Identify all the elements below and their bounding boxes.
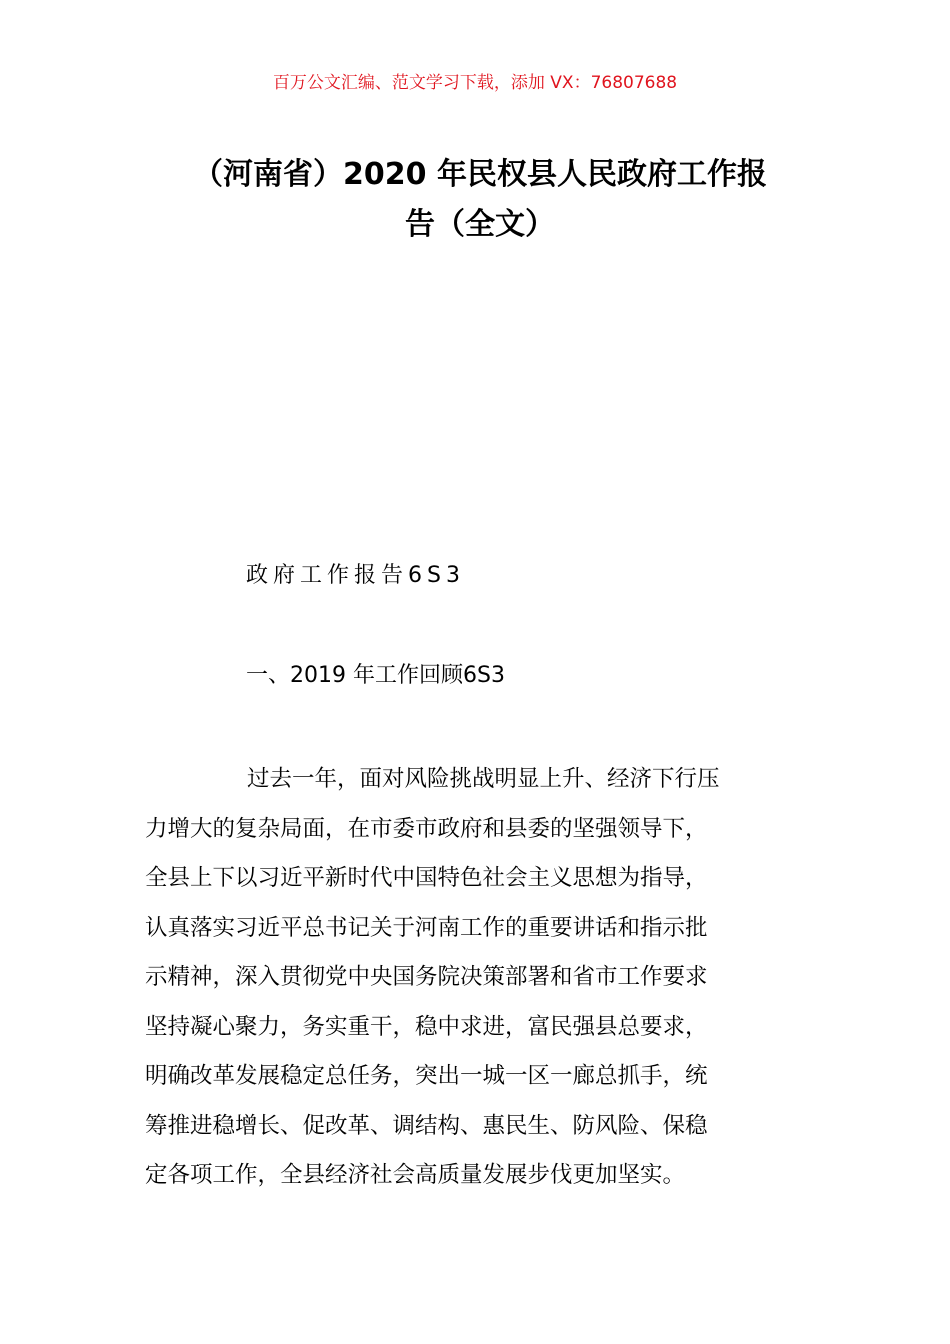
title-line-1: （河南省）2020 年民权县人民政府工作报 <box>193 157 767 192</box>
watermark-banner: 百万公文汇编、范文学习下载，添加 VX：76807688 <box>272 73 678 93</box>
paragraph-line: 筹推进稳增长、促改革、调结构、惠民生、防风险、保稳 <box>145 1112 708 1139</box>
paragraph-line: 过去一年，面对风险挑战明显上升、经济下行压 <box>247 766 720 792</box>
section-heading-report: 政府工作报告6S3 <box>246 563 465 588</box>
paragraph-line: 坚持凝心聚力，务实重干，稳中求进，富民强县总要求， <box>145 1013 708 1040</box>
paragraph-line: 认真落实习近平总书记关于河南工作的重要讲话和指示批 <box>145 914 708 941</box>
paragraph-line: 全县上下以习近平新时代中国特色社会主义思想为指导， <box>145 865 708 891</box>
paragraph-line: 示精神，深入贯彻党中央国务院决策部署和省市工作要求 <box>145 964 708 990</box>
document-title <box>140 150 820 250</box>
section-heading-review: 一、2019 年工作回顾6S3 <box>246 663 505 688</box>
paragraph-line: 定各项工作，全县经济社会高质量发展步伐更加坚实。 <box>145 1162 686 1188</box>
body-paragraph <box>145 755 825 1201</box>
title-line-2: 告（全文） <box>405 207 555 242</box>
paragraph-line: 明确改革发展稳定总任务，突出一城一区一廊总抓手，统 <box>145 1063 708 1089</box>
paragraph-line: 力增大的复杂局面，在市委市政府和县委的坚强领导下， <box>145 815 708 842</box>
